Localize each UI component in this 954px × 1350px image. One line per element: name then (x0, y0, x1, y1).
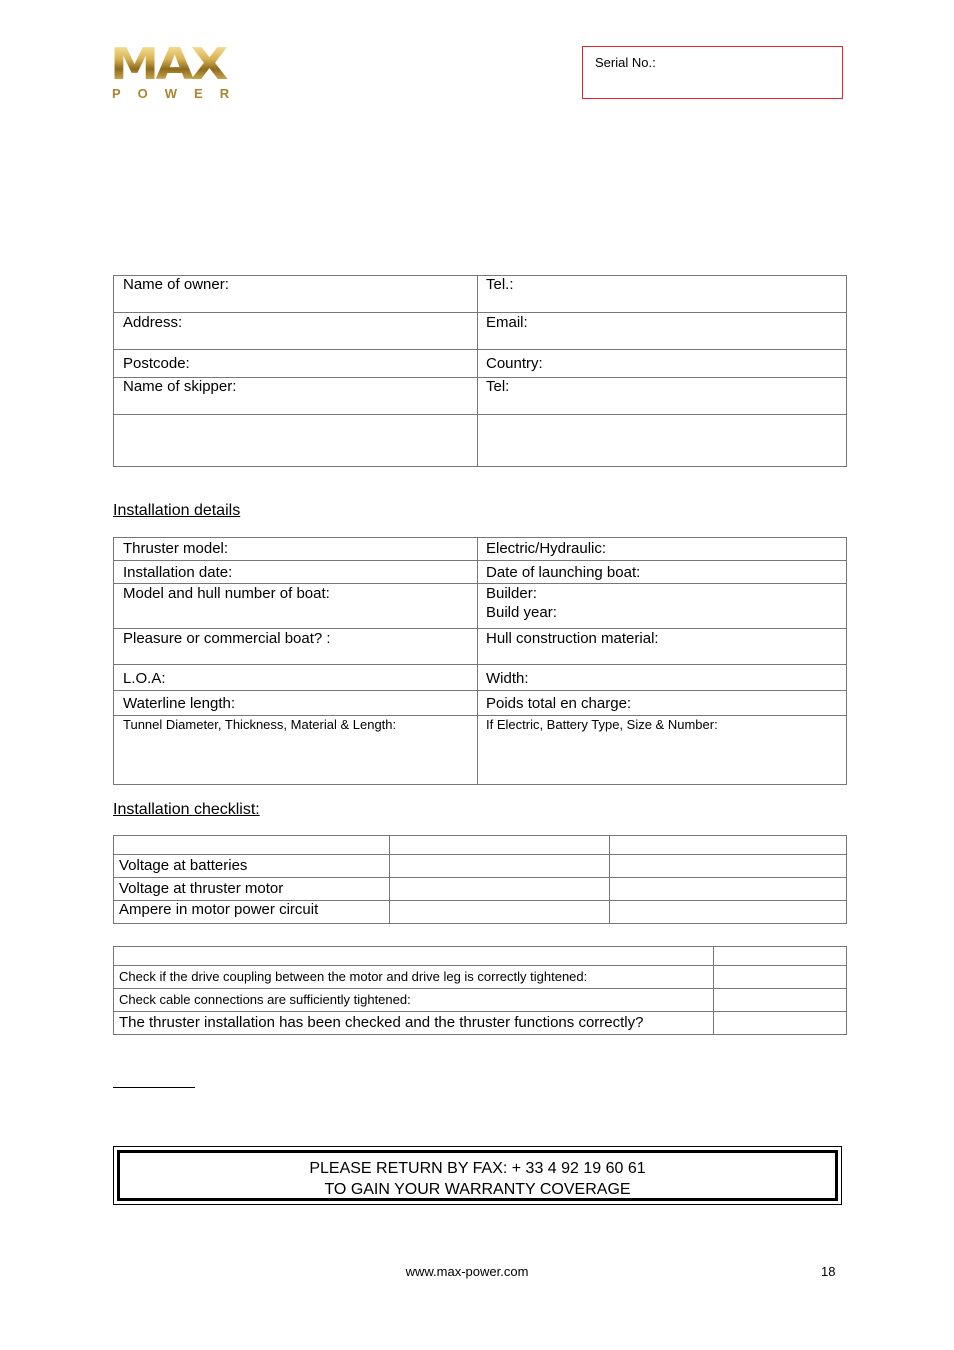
serial-number-label: Serial No.: (595, 55, 656, 70)
installation-details-table (113, 537, 847, 785)
checklist-verification-table (113, 946, 847, 1035)
battery-details-label: If Electric, Battery Type, Size & Number: (486, 717, 718, 732)
installation-verified-label: The thruster installation has been checked and the thruster functions correctly? (119, 1014, 644, 1031)
width-label: Width: (486, 670, 529, 687)
voltage-motor-label: Voltage at thruster motor (119, 880, 284, 897)
drive-coupling-check-label: Check if the drive coupling between the motor and drive leg is correctly tightened: (119, 969, 588, 984)
max-power-logo (110, 39, 255, 103)
checklist-measurements-table (113, 835, 847, 924)
total-weight-label: Poids total en charge: (486, 695, 632, 712)
voltage-batteries-label: Voltage at batteries (119, 857, 248, 874)
waterline-length-label: Waterline length: (123, 695, 236, 712)
build-year-label: Build year: (486, 604, 557, 621)
country-label: Country: (486, 355, 543, 372)
installation-checklist-title: Installation checklist: (113, 801, 260, 818)
serial-number-field[interactable] (582, 46, 843, 99)
return-fax-line: PLEASE RETURN BY FAX: + 33 4 92 19 60 61 (309, 1160, 646, 1177)
loa-label: L.O.A: (123, 670, 166, 687)
address-label: Address: (123, 314, 183, 331)
email-label: Email: (486, 314, 528, 331)
launch-date-label: Date of launching boat: (486, 564, 641, 581)
return-notice-box (113, 1146, 842, 1205)
owner-name-label: Name of owner: (123, 276, 229, 293)
logo-max-text: MAX (110, 45, 269, 85)
model-hull-label: Model and hull number of boat: (123, 585, 330, 602)
installation-details-title: Installation details (113, 502, 241, 519)
thruster-model-label: Thruster model: (123, 540, 229, 557)
skipper-name-label: Name of skipper: (123, 378, 237, 395)
ampere-circuit-label: Ampere in motor power circuit (119, 901, 319, 918)
hull-material-label: Hull construction material: (486, 630, 659, 647)
return-warranty-line: TO GAIN YOUR WARRANTY COVERAGE (324, 1181, 631, 1198)
tunnel-details-label: Tunnel Diameter, Thickness, Material & Length: (123, 717, 397, 732)
electric-hydraulic-label: Electric/Hydraulic: (486, 540, 607, 557)
signature-line (113, 1087, 195, 1088)
skipper-tel-label: Tel: (486, 378, 510, 395)
owner-table (113, 275, 847, 467)
pleasure-commercial-label: Pleasure or commercial boat? : (123, 630, 331, 647)
postcode-label: Postcode: (123, 355, 190, 372)
installation-date-label: Installation date: (123, 564, 233, 581)
page-number: 18 (821, 1264, 836, 1279)
cable-connections-check-label: Check cable connections are sufficiently tightened: (119, 992, 411, 1007)
logo-power-text: POWER (112, 86, 247, 101)
builder-label: Builder: (486, 585, 537, 602)
footer-website: www.max-power.com (405, 1264, 529, 1279)
owner-tel-label: Tel.: (486, 276, 514, 293)
